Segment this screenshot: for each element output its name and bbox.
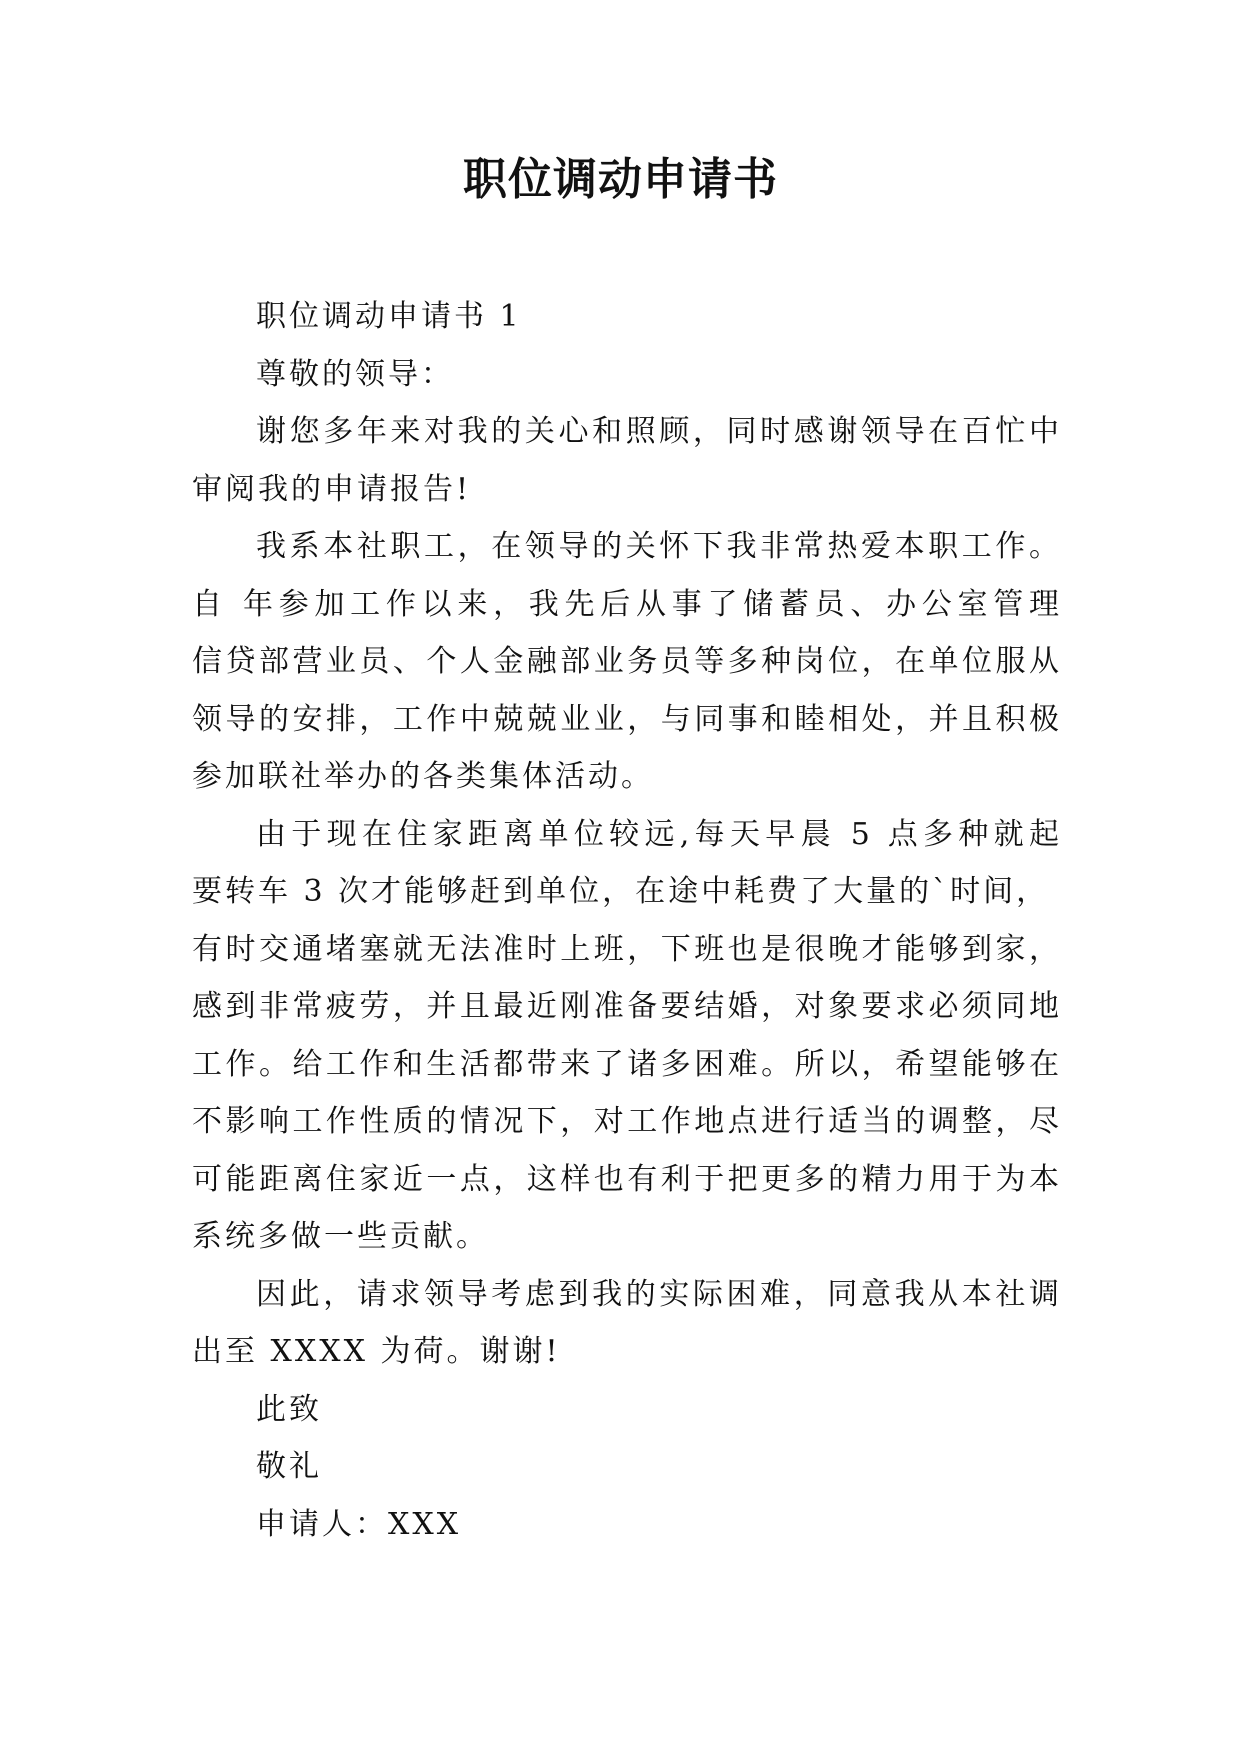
body-line: 职位调动申请书 1	[256, 299, 522, 334]
applicant-signature-line: 申请人：XXX	[256, 1506, 462, 1542]
document-body	[192, 288, 1062, 1553]
body-line: 由于现在住家距离单位较远,每天早晨 5 点多种就起	[256, 816, 1062, 852]
body-line: 谢您多年来对我的关心和照顾，同时感谢领导在百忙中	[256, 414, 1062, 449]
body-line: 我系本社职工，在领导的关怀下我非常热爱本职工作。	[256, 529, 1062, 564]
body-line: 工作。给工作和生活都带来了诸多困难。所以，希望能够在	[192, 1046, 1062, 1082]
body-line: 可能距离住家近一点，这样也有利于把更多的精力用于为本	[192, 1161, 1062, 1197]
body-line: 自 年参加工作以来，我先后从事了储蓄员、办公室管理	[192, 586, 1062, 622]
body-line: 尊敬的领导：	[256, 356, 454, 392]
document-title: 职位调动申请书	[463, 154, 778, 205]
body-line: 参加联社举办的各类集体活动。	[192, 759, 654, 794]
body-line: 领导的安排，工作中兢兢业业，与同事和睦相处，并且积极	[192, 701, 1062, 737]
closing-line: 敬礼	[256, 1449, 322, 1484]
body-line: 感到非常疲劳，并且最近刚准备要结婚，对象要求必须同地	[192, 989, 1062, 1024]
body-line: 信贷部营业员、个人金融部业务员等多种岗位，在单位服从	[192, 644, 1062, 679]
closing-line: 此致	[256, 1391, 322, 1427]
body-line: 系统多做一些贡献。	[192, 1219, 489, 1254]
body-line: 要转车 3 次才能够赶到单位，在途中耗费了大量的`时间，	[192, 874, 1050, 909]
body-line: 审阅我的申请报告!	[192, 471, 472, 507]
body-line: 出至 XXXX 为荷。谢谢!	[192, 1334, 561, 1369]
body-line: 因此，请求领导考虑到我的实际困难，同意我从本社调	[256, 1276, 1062, 1312]
body-line: 有时交通堵塞就无法准时上班，下班也是很晚才能够到家，	[192, 931, 1062, 967]
body-line: 不影响工作性质的情况下，对工作地点进行适当的调整，尽	[192, 1104, 1062, 1139]
